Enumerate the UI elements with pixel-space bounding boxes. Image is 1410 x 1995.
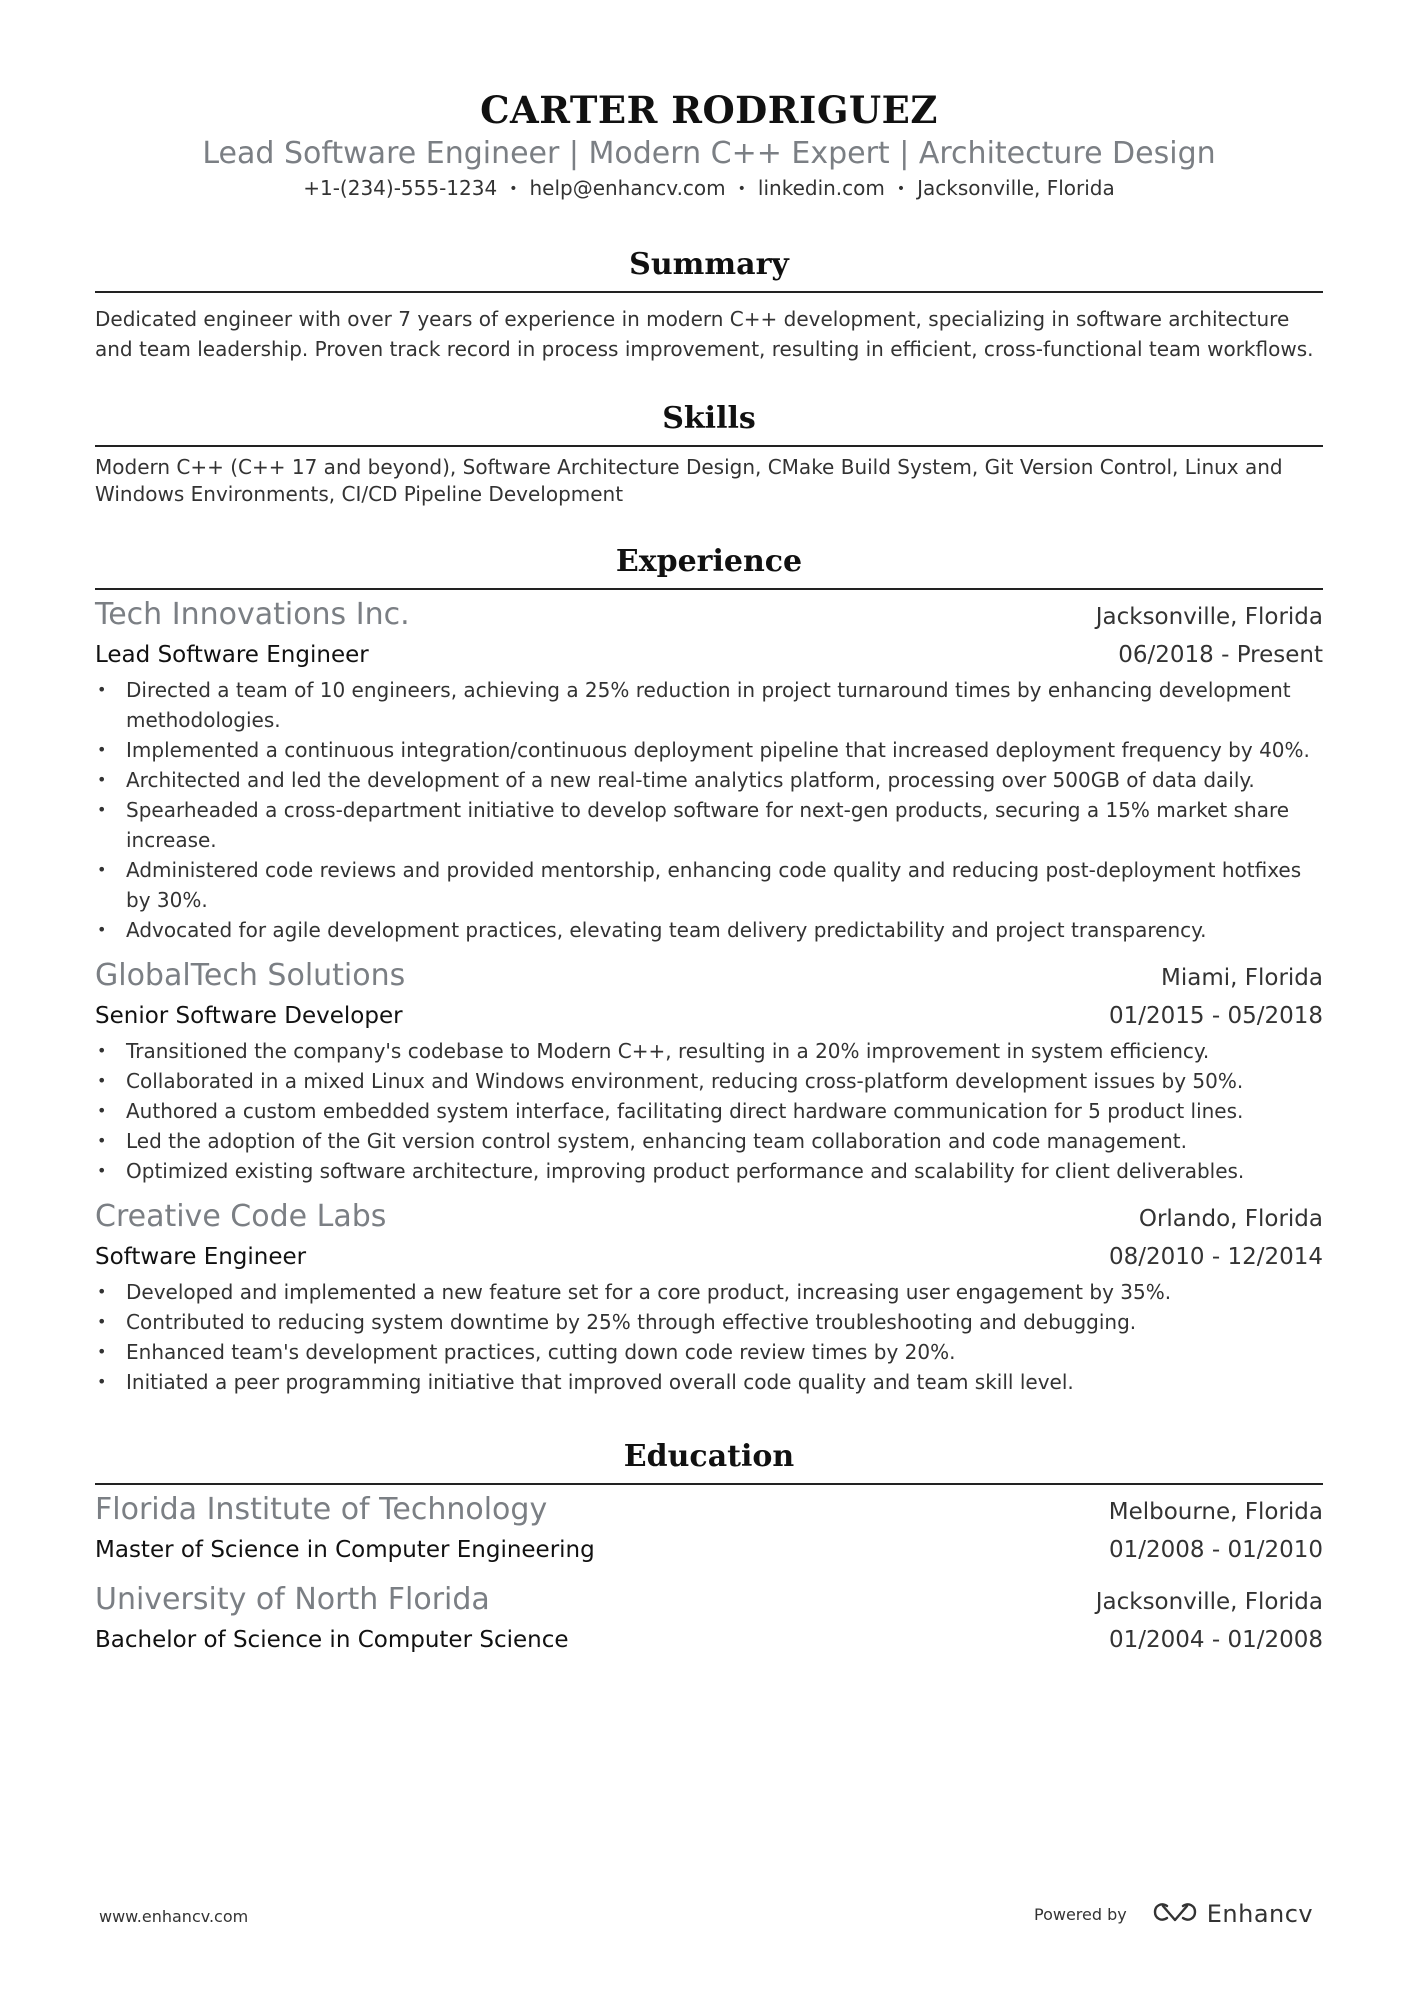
footer-branding bbox=[1034, 1900, 1313, 1928]
skills-section bbox=[95, 399, 1323, 508]
candidate-headline: Lead Software Engineer | Modern C++ Expert | Architecture Design bbox=[202, 136, 1216, 171]
contact-line bbox=[95, 174, 1323, 203]
achievement-list bbox=[95, 675, 1323, 945]
list-item: • Advocated for agile development practices, elevating team delivery predictability and project transparency. bbox=[95, 915, 1323, 945]
section-title-experience: Experience bbox=[615, 544, 803, 579]
location: Jacksonville, Florida bbox=[917, 176, 1115, 200]
footer-website[interactable]: www.enhancv.com bbox=[99, 1907, 249, 1926]
job-title: Lead Software Engineer bbox=[95, 642, 369, 668]
job-location: Jacksonville, Florida bbox=[1095, 604, 1323, 630]
separator-dot: • bbox=[737, 181, 746, 197]
separator-dot: • bbox=[896, 181, 906, 197]
enhancv-logo-icon bbox=[1153, 1900, 1197, 1928]
list-item: • Led the adoption of the Git version control system, enhancing team collaboration and code management. bbox=[95, 1126, 1323, 1156]
list-item: • Directed a team of 10 engineers, achieving a 25% reduction in project turnaround times by enhancing development methodologies. bbox=[95, 675, 1323, 735]
job-title: Senior Software Developer bbox=[95, 1003, 403, 1029]
resume-page bbox=[95, 0, 1323, 1659]
education-entry bbox=[95, 1581, 1323, 1659]
achievement-list bbox=[95, 1277, 1323, 1397]
list-item: • Authored a custom embedded system interface, facilitating direct hardware communication for 5 product lines. bbox=[95, 1096, 1323, 1126]
achievement-list bbox=[95, 1036, 1323, 1186]
linkedin[interactable]: linkedin.com bbox=[757, 176, 885, 200]
school-location: Melbourne, Florida bbox=[1108, 1499, 1323, 1525]
company-name: GlobalTech Solutions bbox=[95, 958, 406, 993]
job-title: Software Engineer bbox=[95, 1244, 307, 1270]
email[interactable]: help@enhancv.com bbox=[529, 176, 726, 200]
education-section bbox=[95, 1437, 1323, 1659]
list-item: • Administered code reviews and provided mentorship, enhancing code quality and reducing post-deployment hotfixes by 30%. bbox=[95, 855, 1323, 915]
company-name: Tech Innovations Inc. bbox=[95, 597, 410, 632]
list-item: • Optimized existing software architecture, improving product performance and scalability for client deliverables. bbox=[95, 1156, 1323, 1186]
company-name: Creative Code Labs bbox=[95, 1199, 387, 1234]
phone: +1-(234)-555-1234 bbox=[303, 176, 498, 200]
school-location: Jacksonville, Florida bbox=[1095, 1589, 1323, 1615]
list-item: • Contributed to reducing system downtime by 25% through effective troubleshooting and debugging. bbox=[95, 1307, 1323, 1337]
summary-section bbox=[95, 245, 1323, 364]
degree: Master of Science in Computer Engineering bbox=[95, 1537, 595, 1563]
degree: Bachelor of Science in Computer Science bbox=[95, 1627, 569, 1653]
education-entry bbox=[95, 1491, 1323, 1569]
school-name: Florida Institute of Technology bbox=[95, 1492, 548, 1527]
list-item: • Implemented a continuous integration/continuous deployment pipeline that increased deployment frequency by 40%. bbox=[95, 735, 1323, 765]
section-divider bbox=[95, 291, 1323, 293]
experience-entry bbox=[95, 957, 1323, 1186]
school-name: University of North Florida bbox=[95, 1582, 490, 1617]
list-item: • Spearheaded a cross-department initiative to develop software for next-gen products, securing a 15% market share increase. bbox=[95, 795, 1323, 855]
job-location: Miami, Florida bbox=[1161, 965, 1323, 991]
list-item: • Initiated a peer programming initiative that improved overall code quality and team skill level. bbox=[95, 1367, 1323, 1397]
job-dates: 06/2018 - Present bbox=[1118, 642, 1323, 668]
section-title-education: Education bbox=[623, 1439, 795, 1474]
list-item: • Transitioned the company's codebase to Modern C++, resulting in a 20% improvement in system efficiency. bbox=[95, 1036, 1323, 1066]
list-item: • Developed and implemented a new feature set for a core product, increasing user engagement by 35%. bbox=[95, 1277, 1323, 1307]
list-item: • Architected and led the development of a new real-time analytics platform, processing over 500GB of data daily. bbox=[95, 765, 1323, 795]
separator-dot: • bbox=[509, 181, 518, 197]
list-item: • Enhanced team's development practices, cutting down code review times by 20%. bbox=[95, 1337, 1323, 1367]
job-dates: 01/2015 - 05/2018 bbox=[1108, 1003, 1323, 1029]
section-divider bbox=[95, 445, 1323, 447]
job-dates: 08/2010 - 12/2014 bbox=[1108, 1244, 1323, 1270]
experience-entry bbox=[95, 596, 1323, 945]
summary-text: Dedicated engineer with over 7 years of experience in modern C++ development, specializing in software architecture and team leadership. Proven track record in process improvement, resulting in efficient, cross-functional team workflows. bbox=[95, 307, 1314, 361]
experience-section bbox=[95, 542, 1323, 1397]
education-dates: 01/2004 - 01/2008 bbox=[1108, 1627, 1323, 1653]
section-divider bbox=[95, 588, 1323, 590]
experience-entry bbox=[95, 1198, 1323, 1397]
section-title-summary: Summary bbox=[629, 247, 789, 282]
skills-text: Modern C++ (C++ 17 and beyond), Software Architecture Design, CMake Build System, Git Version Control, Linux and Windows Environments, CI/CD Pipeline Development bbox=[95, 455, 1283, 506]
powered-by-label: Powered by bbox=[1034, 1904, 1127, 1924]
education-dates: 01/2008 - 01/2010 bbox=[1108, 1537, 1323, 1563]
brand-name[interactable]: Enhancv bbox=[1206, 1900, 1314, 1928]
candidate-name: CARTER RODRIGUEZ bbox=[480, 88, 938, 132]
section-title-skills: Skills bbox=[662, 401, 756, 436]
list-item: • Collaborated in a mixed Linux and Windows environment, reducing cross-platform development issues by 50%. bbox=[95, 1066, 1323, 1096]
section-divider bbox=[95, 1483, 1323, 1485]
job-location: Orlando, Florida bbox=[1138, 1206, 1323, 1232]
